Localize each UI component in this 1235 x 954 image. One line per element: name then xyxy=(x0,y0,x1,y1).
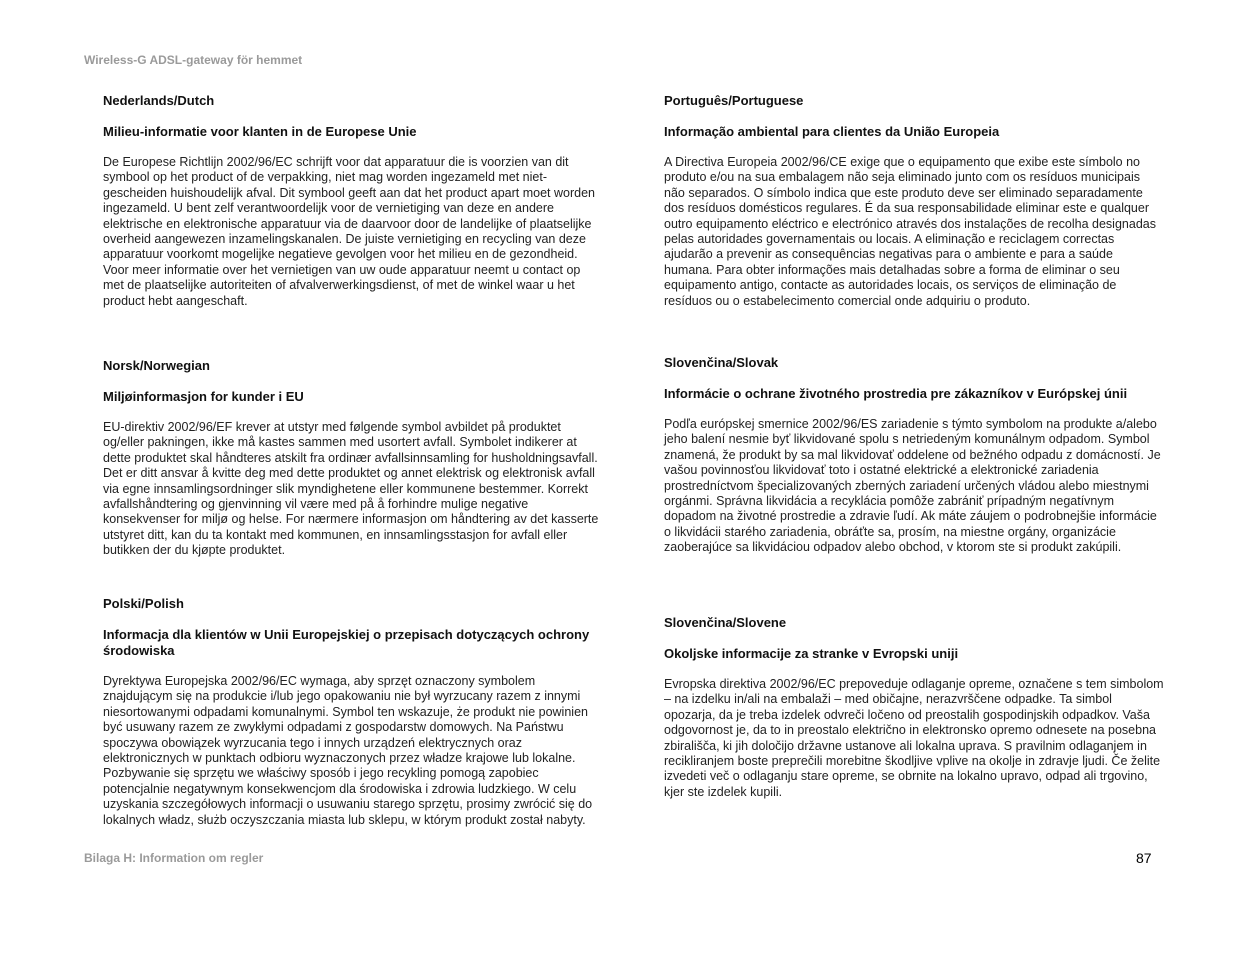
page-number: 87 xyxy=(1136,850,1152,866)
language-heading: Nederlands/Dutch xyxy=(103,93,215,108)
section-norwegian xyxy=(103,358,603,596)
section-slovak xyxy=(664,355,1164,615)
section-heading: Milieu-informatie voor klanten in de Europese Unie xyxy=(103,124,417,139)
section-body: EU-direktiv 2002/96/EF krever at utstyr med følgende symbol avbildet på produktet og/eller pakningen, ikke må kastes sammen med usortert avfall. Symbolet indikerer at dette produktet skal håndteres atskilt fra ordinær avfallsinnsamling for husholdningsavfall. Det er ditt ansvar å kvitte deg med dette produktet og annet elektrisk og elektronisk avfall via egne innsamlingsordninger slik myndighetene eller kommunene bestemmer. Korrekt avfallshåndtering og gjenvinning vil være med på å forhindre mulige negative konsekvenser for miljø og helse. For nærmere informasjon om håndtering av det kasserte utstyret ditt, kan du ta kontakt med kommunen, en innsamlingsstasjon for avfall eller butikken der du kjøpte produktet. xyxy=(103,420,599,558)
section-body: De Europese Richtlijn 2002/96/EC schrijft voor dat apparatuur die is voorzien van dit symbool op het product of de verpakking, niet mag worden ingezameld met niet-gescheiden huishoudelijk afval. Dit symbool geeft aan dat het product apart moet worden ingezameld. U bent zelf verantwoordelijk voor de vernietiging van deze en andere elektrische en elektronische apparatuur via de daarvoor door de landelijke of plaatselijke overheid aangewezen inzamelingskanalen. De juiste vernietiging en recycling van deze apparatuur voorkomt mogelijke negatieve gevolgen voor het milieu en de gezondheid. Voor meer informatie over het vernietigen van uw oude apparatuur neemt u contact op met de plaatselijke autoriteiten of afvalverwerkingsdienst, of met de winkel waar u het product hebt aangeschaft. xyxy=(103,155,595,308)
section-portuguese xyxy=(664,93,1164,355)
section-body: A Directiva Europeia 2002/96/CE exige que o equipamento que exibe este símbolo no produto e/ou na sua embalagem não seja eliminado junto com os resíduos municipais não separados. O símbolo indica que este produto deve ser eliminado separadamente dos resíduos domésticos regulares. É da sua responsabilidade eliminar este e qualquer outro equipamento eléctrico e electrónico através dos instalações de recolha designadas pelas autoridades governamentais ou locais. A eliminação e reciclagem correctas ajudarão a prevenir as consequências negativas para o ambiente e para a saúde humana. Para obter informações mais detalhadas sobre a forma de eliminar o seu equipamento antigo, contacte as autoridades locais, os serviços de eliminação de resíduos ou o estabelecimento comercial onde adquiriu o produto. xyxy=(664,155,1156,308)
running-footer: Bilaga H: Information om regler xyxy=(84,851,264,865)
language-heading: Slovenčina/Slovene xyxy=(664,615,787,630)
left-column xyxy=(103,93,603,828)
section-dutch xyxy=(103,93,603,358)
section-body: Podľa európskej smernice 2002/96/ES zariadenie s týmto symbolom na produkte a/alebo jeho balení nesmie byť likvidované spolu s netriedeným komunálnym odpadom. Symbol znamená, že produkt by sa mal likvidovať oddelene od bežného odpadu z domácností. Je vašou povinnosťou likvidovať toto i ostatné elektrické a elektronické zariadenia prostredníctvom špecializovaných zberných zariadení určených vládou alebo miestnymi orgánmi. Správna likvidácia a recyklácia pomôže zabrániť prípadným negatívnym dopadom na životné prostredie a zdravie ľudí. Ak máte záujem o podrobnejšie informácie o likvidácii starého zariadenia, obráťte sa, prosím, na miestne orgány, organizácie zaoberajúce sa likvidáciou odpadov alebo obchod, v ktorom ste si produkt zakúpili. xyxy=(664,417,1161,555)
running-header: Wireless-G ADSL-gateway för hemmet xyxy=(84,53,303,67)
section-slovene xyxy=(664,615,1164,800)
language-heading: Português/Portuguese xyxy=(664,93,804,108)
section-heading: Informacja dla klientów w Unii Europejskiej o przepisach dotyczących ochrony środowiska xyxy=(103,627,590,658)
section-heading: Informácie o ochrane životného prostredia pre zákazníkov v Európskej únii xyxy=(664,386,1128,401)
right-column xyxy=(664,93,1164,800)
section-heading: Informação ambiental para clientes da União Europeia xyxy=(664,124,1000,139)
section-heading: Miljøinformasjon for kunder i EU xyxy=(103,389,304,404)
language-heading: Slovenčina/Slovak xyxy=(664,355,779,370)
section-polish xyxy=(103,596,603,828)
section-heading: Okoljske informacije za stranke v Evropski uniji xyxy=(664,646,959,661)
language-heading: Norsk/Norwegian xyxy=(103,358,210,373)
language-heading: Polski/Polish xyxy=(103,596,184,611)
section-body: Dyrektywa Europejska 2002/96/EC wymaga, aby sprzęt oznaczony symbolem znajdującym się na produkcie i/lub jego opakowaniu nie był wyrzucany razem z innymi niesortowanymi odpadami komunalnymi. Symbol ten wskazuje, że produkt nie powinien być usuwany razem ze zwykłymi odpadami z gospodarstw domowych. Na Państwu spoczywa obowiązek wyrzucania tego i innych urządzeń elektrycznych oraz elektronicznych w punktach odbioru wyznaczonych przez władze krajowe lub lokalne. Pozbywanie się sprzętu we właściwy sposób i jego recykling pomogą zapobiec potencjalnie negatywnym konsekwencjom dla środowiska i zdrowia ludzkiego. W celu uzyskania szczegółowych informacji o usuwaniu starego sprzętu, prosimy zwrócić się do lokalnych władz, służb oczyszczania miasta lub sklepu, w którym produkt został nabyty. xyxy=(103,674,593,827)
section-body: Evropska direktiva 2002/96/EC prepoveduje odlaganje opreme, označene s tem simbolom – na izdelku in/ali na embalaži – med običajne, nerazvrščene odpadke. Ta simbol opozarja, da je treba izdelek odvreči ločeno od preostalih gospodinjskih odpadkov. Vaša odgovornost je, da to in preostalo električno in elektronsko opremo odnesete na posebna zbirališča, ki jih določijo državne ustanove ali lokalna uprava. S pravilnim odlaganjem in recikliranjem boste preprečili morebitne škodljive vplive na okolje in zdravje ljudi. Če želite izvedeti več o odlaganju stare opreme, se obrnite na lokalno upravo, odpad ali trgovino, kjer ste izdelek kupili. xyxy=(664,677,1164,799)
